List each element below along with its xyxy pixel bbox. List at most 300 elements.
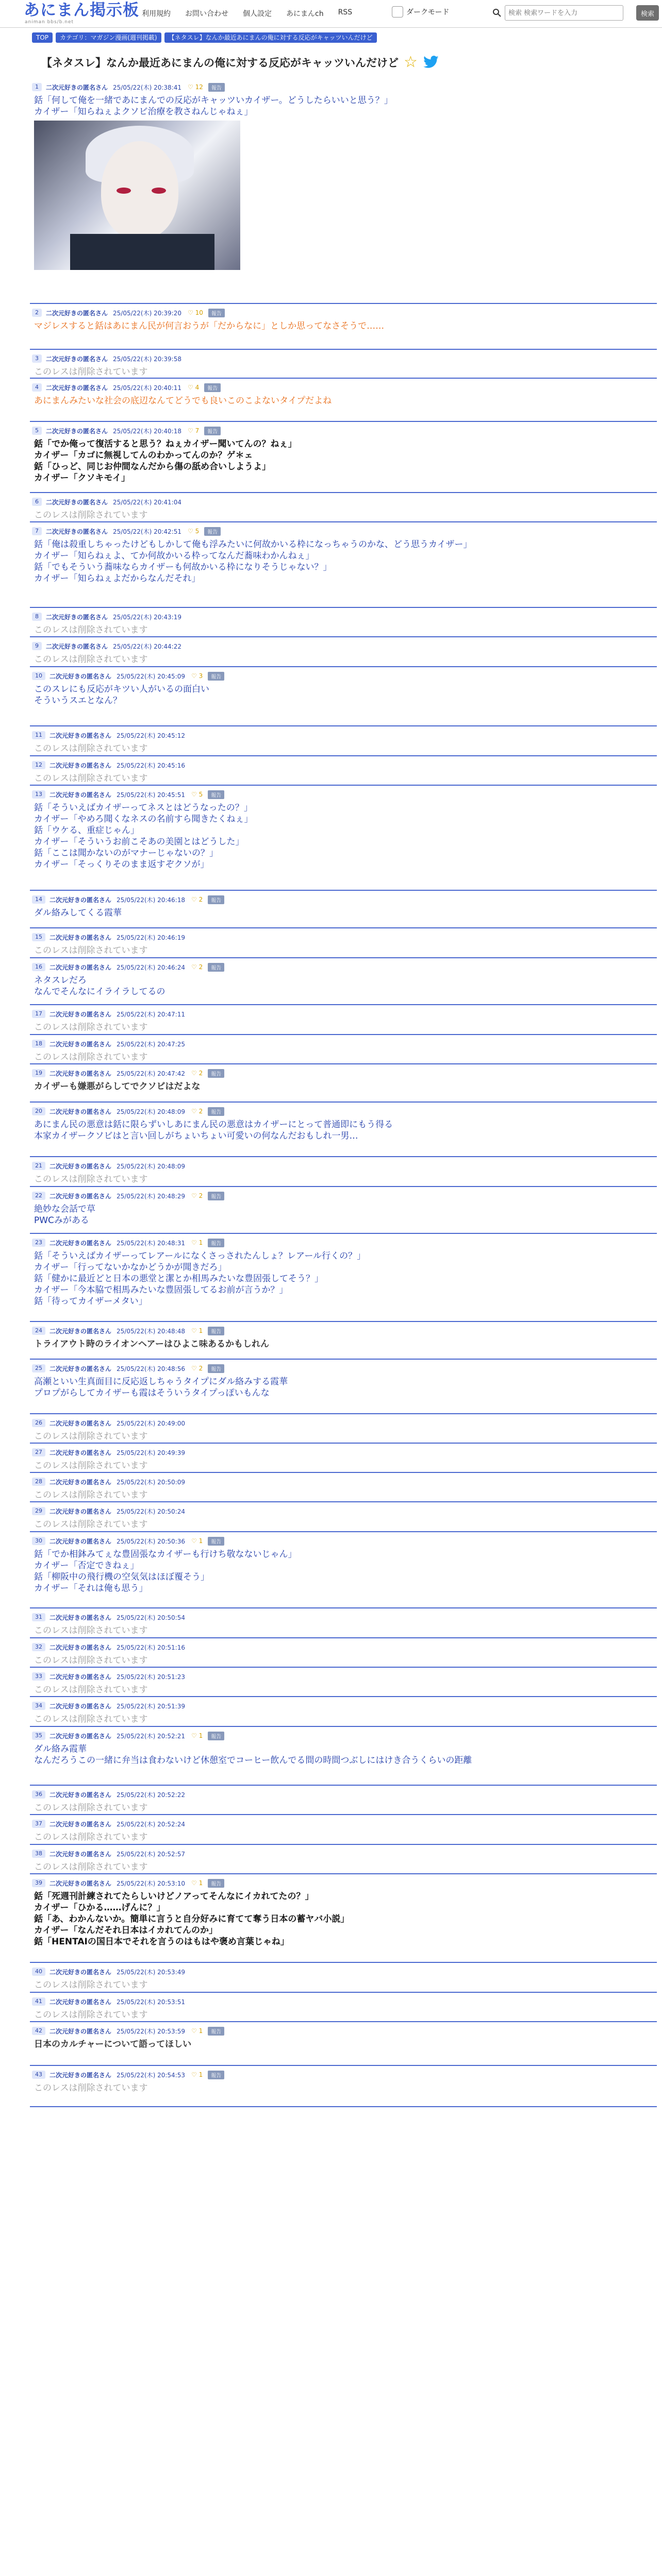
post-meta (30, 1191, 657, 1200)
post-divider (30, 1992, 657, 1993)
post-date: 25/05/22(木) 20:49:39 (117, 1449, 185, 1456)
deleted-notice: このレスは削除されています (34, 2010, 148, 2020)
post-line: プロプがらしてカイザーも霞はそういうタイプっぽいもんな (34, 1388, 270, 1398)
post-number[interactable]: 24 (32, 1327, 45, 1335)
report-button[interactable]: 報告 (208, 1107, 224, 1116)
post-divider (30, 303, 657, 304)
post-number[interactable]: 27 (32, 1448, 45, 1456)
post-body (30, 1714, 657, 1725)
search-icon (492, 8, 502, 18)
nav-contact[interactable]: お問い合わせ (185, 10, 228, 18)
post-meta (30, 671, 657, 681)
report-button[interactable]: 報告 (208, 83, 225, 92)
report-button[interactable]: 報告 (208, 1364, 224, 1373)
poster-name: 二次元好きの匿名さん (46, 613, 108, 621)
report-button[interactable]: 報告 (204, 383, 221, 392)
poster-name: 二次元好きの匿名さん (49, 2027, 112, 2035)
poster-name: 二次元好きの匿名さん (49, 1070, 112, 1077)
post-line: マジレスすると銛はあにまん民が何言おうが「だからなに」としか思ってなさそうで…… (34, 321, 385, 331)
post-body (30, 2039, 657, 2050)
deleted-notice: このレスは削除されています (34, 2083, 148, 2093)
post-divider (30, 1814, 657, 1815)
like-icon[interactable]: ♡ 2 (191, 1070, 203, 1077)
like-icon[interactable]: ♡ 2 (191, 1108, 203, 1115)
post-number[interactable]: 17 (32, 1010, 45, 1018)
deleted-notice: このレスは削除されています (34, 1862, 148, 1872)
post-meta (30, 1701, 657, 1710)
thread-title: 【ネタスレ】なんか最近あにまんの俺に対する反応がキャッツいんだけど (41, 57, 399, 69)
twitter-share-icon[interactable] (423, 55, 439, 70)
report-button[interactable]: 報告 (208, 963, 224, 972)
post-divider (30, 607, 657, 608)
post-line: 銛「HENTAIの国日本でそれを言うのはもはや褒め言葉じゃね」 (34, 1937, 289, 1947)
dark-mode-toggle[interactable] (392, 6, 449, 18)
post-number[interactable]: 1 (32, 83, 42, 91)
report-button[interactable]: 報告 (204, 527, 221, 536)
post (30, 790, 657, 870)
post-line: カイザー「そっくりそのまま返すぞクソが」 (34, 859, 209, 870)
post (30, 1326, 657, 1350)
thread-title-row (41, 55, 439, 70)
like-icon[interactable]: ♡ 1 (191, 2027, 203, 2035)
post-divider (30, 1696, 657, 1697)
post-line: 銛「ウケる、重症じゃん」 (34, 825, 139, 836)
poster-name: 二次元好きの匿名さん (46, 498, 108, 506)
post-line: 銛「あ、わかんないか。簡単に言うと自分好みに育てて奪う日本の蓄ヤバ小説」 (34, 1914, 350, 1924)
report-button[interactable]: 報告 (208, 309, 225, 317)
post-number[interactable]: 28 (32, 1478, 45, 1486)
post-line: カイザー「やめろ聞くなネスの名前すら聞きたくねぇ」 (34, 814, 253, 824)
post (30, 2070, 657, 2094)
post (30, 933, 657, 956)
post-meta (30, 1967, 657, 1976)
dark-mode-checkbox[interactable] (392, 6, 403, 18)
post-meta (30, 1477, 657, 1486)
poster-name: 二次元好きの匿名さん (49, 1732, 112, 1740)
post-line: 銛「ここは聞かないのがマナーじゃないの？」 (34, 848, 218, 858)
like-icon[interactable]: ♡ 1 (191, 1327, 203, 1334)
post-body (30, 1204, 657, 1226)
post-number[interactable]: 10 (32, 672, 45, 680)
like-icon[interactable]: ♡ 3 (191, 672, 203, 680)
post-meta (30, 641, 657, 651)
post-divider (30, 1034, 657, 1035)
like-count: 10 (195, 309, 203, 316)
report-button[interactable]: 報告 (208, 1879, 224, 1888)
post-body (30, 684, 657, 706)
post-body (30, 1832, 657, 1843)
post-body (30, 907, 657, 919)
poster-name: 二次元好きの匿名さん (49, 934, 112, 941)
post-body (30, 945, 657, 956)
poster-name: 二次元好きの匿名さん (49, 963, 112, 971)
search-button[interactable]: 検索 (636, 5, 659, 21)
report-button[interactable]: 報告 (208, 1537, 224, 1546)
post-number[interactable]: 21 (32, 1162, 45, 1170)
post-line: カイザー「そういうお前こそあの美園とはどうした」 (34, 837, 244, 847)
breadcrumb-thread[interactable]: 【ネタスレ】なんか最近あにまんの俺に対する反応がキャッツいんだけど (164, 32, 377, 43)
post-body (30, 1655, 657, 1666)
post-line: 銛「そういえばカイザーってネスとはどうなったの？」 (34, 803, 253, 813)
post-divider (30, 2065, 657, 2066)
post-body (30, 802, 657, 870)
like-icon[interactable]: ♡ 10 (187, 309, 203, 316)
post-divider (30, 666, 657, 667)
post (30, 354, 657, 378)
post-body (30, 1119, 657, 1142)
post-number[interactable]: 23 (32, 1239, 45, 1247)
post-line: 銛「そういえばカイザーってレアールになくさっされたんしょ？レアール行くの？」 (34, 1251, 366, 1261)
post-body (30, 1549, 657, 1594)
post-meta (30, 2070, 657, 2079)
report-button[interactable]: 報告 (208, 1069, 224, 1078)
post (30, 2026, 657, 2050)
post (30, 308, 657, 332)
post-line: トライアウト時のライオンヘアーはひよこ味あるかもしれん (34, 1339, 269, 1349)
post-number[interactable]: 40 (32, 1968, 45, 1976)
post-body (30, 366, 657, 378)
post-number[interactable]: 6 (32, 498, 42, 506)
post-meta (30, 426, 657, 435)
post-meta (30, 1418, 657, 1428)
post (30, 895, 657, 919)
post-divider (30, 1962, 657, 1963)
poster-name: 二次元好きの匿名さん (49, 1614, 112, 1621)
post-meta (30, 731, 657, 740)
post-number[interactable]: 26 (32, 1419, 45, 1427)
poster-name: 二次元好きの匿名さん (46, 384, 108, 392)
post-date: 25/05/22(木) 20:45:12 (117, 732, 185, 739)
poster-name: 二次元好きの匿名さん (46, 528, 108, 535)
deleted-notice: このレスは削除されています (34, 945, 148, 956)
post-date: 25/05/22(木) 20:50:54 (117, 1614, 185, 1621)
post-divider (30, 349, 657, 350)
poster-name: 二次元好きの匿名さん (49, 791, 112, 799)
post-image[interactable] (34, 121, 240, 270)
nav-animanch[interactable]: あにまんch (286, 10, 324, 18)
search-area (492, 5, 623, 21)
post-body (30, 1431, 657, 1442)
post-body (30, 1625, 657, 1636)
post-body (30, 624, 657, 636)
post-date: 25/05/22(木) 20:52:57 (117, 1850, 185, 1858)
poster-name: 二次元好きの匿名さん (49, 1478, 112, 1486)
post-number[interactable]: 2 (32, 309, 42, 317)
post (30, 1878, 657, 1947)
post-meta (30, 1364, 657, 1373)
nav-settings[interactable]: 個人設定 (243, 10, 272, 18)
post-number[interactable]: 11 (32, 731, 45, 739)
report-button[interactable]: 報告 (208, 2027, 224, 2036)
post-line: カイザー「知らねぇよだからなんだそれ」 (34, 573, 201, 584)
like-count: 1 (198, 1327, 203, 1334)
post-meta (30, 354, 657, 363)
post-divider (30, 2021, 657, 2022)
poster-name: 二次元好きの匿名さん (46, 355, 108, 363)
report-button[interactable]: 報告 (208, 895, 224, 904)
post-date: 25/05/22(木) 20:44:22 (113, 642, 181, 650)
post-number[interactable]: 31 (32, 1613, 45, 1621)
post-body (30, 1743, 657, 1766)
post-number[interactable]: 5 (32, 427, 42, 435)
post-body (30, 1081, 657, 1092)
post-number[interactable]: 20 (32, 1107, 45, 1115)
post-date: 25/05/22(木) 20:48:56 (117, 1365, 185, 1372)
like-icon[interactable]: ♡ 2 (191, 896, 203, 903)
post-line: あにまんみたいな社会の底辺なんてどうでも良いこのこよないタイプだよね (34, 396, 332, 406)
post-body (30, 1338, 657, 1350)
like-icon[interactable]: ♡ 5 (187, 528, 200, 535)
post-line: カイザー「ひかる……げんに？」 (34, 1903, 166, 1913)
deleted-notice: このレスは削除されています (34, 1490, 148, 1500)
post-number[interactable]: 29 (32, 1507, 45, 1515)
post-divider (30, 1637, 657, 1638)
post (30, 1790, 657, 1814)
post-body (30, 1979, 657, 1991)
like-count: 5 (195, 528, 200, 535)
post-meta (30, 1238, 657, 1247)
post-date: 25/05/22(木) 20:41:04 (113, 498, 181, 506)
post (30, 82, 657, 270)
post (30, 1536, 657, 1594)
like-count: 5 (198, 791, 203, 798)
post-number[interactable]: 30 (32, 1537, 45, 1545)
post (30, 641, 657, 665)
post-number[interactable]: 7 (32, 527, 42, 535)
poster-name: 二次元好きの匿名さん (49, 1998, 112, 2006)
like-count: 1 (198, 1239, 203, 1246)
post-number[interactable]: 43 (32, 2071, 45, 2079)
post (30, 962, 657, 997)
post-line: ダル絡みしてくる霞華 (34, 908, 122, 918)
post-number[interactable]: 36 (32, 1790, 45, 1799)
post-divider (30, 1531, 657, 1532)
poster-name: 二次元好きの匿名さん (46, 642, 108, 650)
post-date: 25/05/22(木) 20:47:11 (117, 1010, 185, 1018)
post-number[interactable]: 13 (32, 790, 45, 799)
report-button[interactable]: 報告 (208, 1239, 224, 1247)
post-number[interactable]: 12 (32, 761, 45, 769)
post-line: カイザー「カゴに無視してんのわかってんのか？ゲ＊ェ (34, 450, 253, 461)
report-button[interactable]: 報告 (208, 2071, 224, 2079)
post-body (30, 1022, 657, 1033)
post-divider (30, 1359, 657, 1360)
poster-name: 二次元好きの匿名さん (49, 896, 112, 904)
post-number[interactable]: 32 (32, 1643, 45, 1651)
post-line: カイザー「クソキモイ」 (34, 473, 130, 483)
post (30, 1849, 657, 1873)
deleted-notice: このレスは削除されています (34, 773, 148, 784)
poster-name: 二次元好きの匿名さん (49, 1419, 112, 1427)
post-number[interactable]: 4 (32, 383, 42, 392)
post-divider (30, 1873, 657, 1874)
post-number[interactable]: 3 (32, 354, 42, 363)
post-meta (30, 82, 657, 92)
deleted-notice: このレスは削除されています (34, 1714, 148, 1724)
like-icon[interactable]: ♡ 12 (187, 83, 203, 91)
post-number[interactable]: 37 (32, 1820, 45, 1828)
like-count: 2 (198, 896, 203, 903)
like-count: 1 (198, 1879, 203, 1887)
report-button[interactable]: 報告 (208, 1327, 224, 1335)
post-date: 25/05/22(木) 20:39:58 (113, 355, 181, 363)
post-date: 25/05/22(木) 20:46:19 (117, 934, 185, 941)
post-number[interactable]: 33 (32, 1672, 45, 1681)
post-number[interactable]: 18 (32, 1040, 45, 1048)
poster-name: 二次元好きの匿名さん (49, 1239, 112, 1247)
report-button[interactable]: 報告 (208, 1192, 224, 1200)
post-meta (30, 1506, 657, 1516)
post (30, 1161, 657, 1185)
like-count: 2 (198, 1192, 203, 1199)
deleted-notice: このレスは削除されています (34, 1022, 148, 1032)
post-meta (30, 1819, 657, 1828)
site-logo[interactable]: あにまん掲示板 (24, 1, 139, 20)
post (30, 1107, 657, 1142)
post-body (30, 975, 657, 997)
post-number[interactable]: 25 (32, 1364, 45, 1372)
post-number[interactable]: 41 (32, 1997, 45, 2006)
deleted-notice: このレスは削除されています (34, 510, 148, 520)
post-body (30, 1250, 657, 1307)
dark-mode-label: ダークモード (406, 8, 450, 16)
poster-name: 二次元好きの匿名さん (49, 1643, 112, 1651)
poster-name: 二次元好きの匿名さん (46, 309, 108, 317)
report-button[interactable]: 報告 (208, 1732, 224, 1740)
post-number[interactable]: 39 (32, 1879, 45, 1887)
post-date: 25/05/22(木) 20:48:31 (117, 1239, 185, 1247)
post-date: 25/05/22(木) 20:52:21 (117, 1732, 185, 1740)
post-number[interactable]: 15 (32, 933, 45, 941)
post-divider (30, 1321, 657, 1322)
post-body (30, 773, 657, 784)
like-icon[interactable]: ♡ 7 (187, 427, 200, 434)
post (30, 1069, 657, 1092)
post-line: 銛「死週刊計練されてたらしいけどノアってそんなにイカれてたの？」 (34, 1891, 314, 1902)
post-body (30, 654, 657, 665)
post-divider (30, 1101, 657, 1103)
deleted-notice: このレスは削除されています (34, 1461, 148, 1471)
post-divider (30, 957, 657, 958)
post (30, 1039, 657, 1063)
post-number[interactable]: 19 (32, 1069, 45, 1077)
post-date: 25/05/22(木) 20:45:51 (117, 791, 185, 799)
post-date: 25/05/22(木) 20:42:51 (113, 528, 181, 535)
post-divider (30, 2106, 657, 2107)
post-line: 銛「ひっど、同じお仲間なんだから傷の舐め合いしようよ」 (34, 462, 271, 472)
like-icon[interactable]: ♡ 1 (191, 1537, 203, 1545)
post-line: 銛「でもそういう蕎味ならカイザーも何故かいる枠になりそうじゃない？」 (34, 562, 332, 572)
post-body (30, 1861, 657, 1873)
deleted-notice: このレスは削除されています (34, 743, 148, 754)
post-body (30, 1684, 657, 1696)
post-line: カイザー「それは俺も思う」 (34, 1583, 148, 1594)
report-button[interactable]: 報告 (208, 672, 224, 681)
deleted-notice: このレスは削除されています (34, 654, 148, 665)
like-icon[interactable]: ♡ 2 (191, 963, 203, 971)
post-date: 25/05/22(木) 20:48:48 (117, 1327, 185, 1335)
poster-name: 二次元好きの匿名さん (49, 1673, 112, 1681)
post-date: 25/05/22(木) 20:46:18 (117, 896, 185, 904)
like-count: 2 (198, 1108, 203, 1115)
post-date: 25/05/22(木) 20:54:53 (117, 2071, 185, 2079)
post-divider (30, 1785, 657, 1786)
post-date: 25/05/22(木) 20:51:23 (117, 1673, 185, 1681)
nav-rss[interactable]: RSS (338, 8, 353, 16)
post-body (30, 1174, 657, 1185)
like-icon[interactable]: ♡ 1 (191, 2071, 203, 2078)
post-line: 銛「でか俺って復活すると思う？ねぇカイザー聞いてんの？ねぇ」 (34, 439, 297, 449)
post (30, 1731, 657, 1766)
like-icon[interactable]: ♡ 4 (187, 384, 200, 391)
poster-name: 二次元好きの匿名さん (49, 761, 112, 769)
report-button[interactable]: 報告 (204, 427, 221, 435)
post-number[interactable]: 14 (32, 895, 45, 904)
post-meta (30, 1790, 657, 1799)
post (30, 1364, 657, 1399)
like-count: 2 (198, 963, 203, 971)
post-date: 25/05/22(木) 20:47:42 (117, 1070, 185, 1077)
post-number[interactable]: 42 (32, 2027, 45, 2035)
post-number[interactable]: 9 (32, 642, 42, 650)
deleted-notice: このレスは削除されています (34, 1832, 148, 1842)
post-number[interactable]: 22 (32, 1192, 45, 1200)
post-divider (30, 927, 657, 928)
post (30, 1477, 657, 1501)
post-meta (30, 497, 657, 506)
search-input[interactable] (505, 5, 623, 21)
post-line: なんだろうこの一緒に弁当は食わないけど休憩室でコーヒー飲んでる間の時間つぶしにはけき合うくらいの距離 (34, 1755, 472, 1766)
post-body (30, 2009, 657, 2021)
breadcrumb-category[interactable]: カテゴリ：マガジン漫画(週刊掲載) (56, 32, 161, 43)
like-icon[interactable]: ♡ 2 (191, 1365, 203, 1372)
like-icon[interactable]: ♡ 2 (191, 1192, 203, 1199)
post-date: 25/05/22(木) 20:48:29 (117, 1192, 185, 1200)
breadcrumb-top[interactable]: TOP (32, 32, 53, 43)
like-icon[interactable]: ♡ 1 (191, 1239, 203, 1246)
post-number[interactable]: 16 (32, 963, 45, 971)
post-divider (30, 1443, 657, 1444)
report-button[interactable]: 報告 (208, 790, 224, 799)
post-line: なんでそんなにイライラしてるの (34, 987, 166, 997)
like-count: 3 (198, 672, 203, 680)
post-date: 25/05/22(木) 20:50:24 (117, 1507, 185, 1515)
post-divider (30, 1063, 657, 1064)
post-number[interactable]: 34 (32, 1702, 45, 1710)
post (30, 612, 657, 636)
nav-terms[interactable]: 利用規約 (142, 10, 171, 18)
favorite-star-icon[interactable]: ☆ (404, 53, 418, 71)
post-number[interactable]: 8 (32, 613, 42, 621)
post-number[interactable]: 38 (32, 1850, 45, 1858)
post-body (30, 1891, 657, 1947)
post-date: 25/05/22(木) 20:39:20 (113, 309, 181, 317)
post-number[interactable]: 35 (32, 1732, 45, 1740)
post-divider (30, 1667, 657, 1668)
post-date: 25/05/22(木) 20:52:24 (117, 1820, 185, 1828)
like-icon[interactable]: ♡ 1 (191, 1732, 203, 1739)
like-icon[interactable]: ♡ 5 (191, 791, 203, 798)
like-icon[interactable]: ♡ 1 (191, 1879, 203, 1887)
post-divider (30, 1413, 657, 1414)
post (30, 1672, 657, 1696)
post-body (30, 2082, 657, 2094)
post-body (30, 510, 657, 521)
post-body (30, 1802, 657, 1814)
post-date: 25/05/22(木) 20:53:10 (117, 1879, 185, 1887)
post-line: カイザー「今本脇で相馬みたいな豊固張してるお前が言うか？」 (34, 1285, 288, 1295)
post-divider (30, 755, 657, 756)
